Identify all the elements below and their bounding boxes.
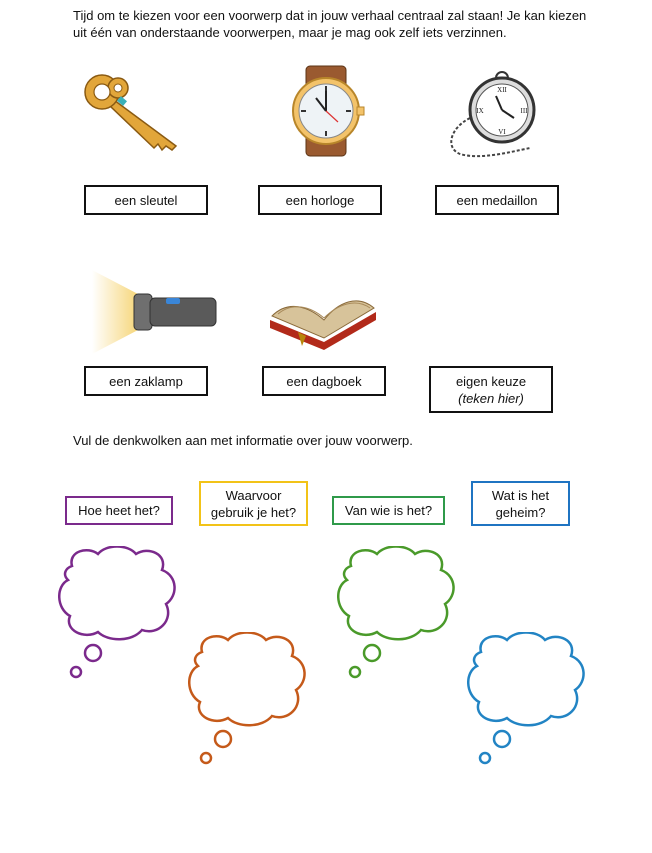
object-label-own-choice[interactable]: eigen keuze (teken hier) xyxy=(429,366,553,413)
question-box-purpose: Waarvoor gebruik je het? xyxy=(199,481,308,526)
flashlight-icon xyxy=(92,270,220,354)
svg-text:IX: IX xyxy=(476,107,484,115)
svg-text:VI: VI xyxy=(498,128,506,136)
wristwatch-icon xyxy=(286,64,366,158)
object-label-flashlight[interactable]: een zaklamp xyxy=(84,366,208,396)
question-box-owner: Van wie is het? xyxy=(332,496,445,525)
pocket-watch-icon xyxy=(440,68,550,160)
question-box-name: Hoe heet het? xyxy=(65,496,173,525)
svg-text:XII: XII xyxy=(497,86,507,94)
object-label-diary[interactable]: een dagboek xyxy=(262,366,386,396)
intro-text: Tijd om te kiezen voor een voorwerp dat in jouw verhaal centraal zal staan! Je kan kiezen uit één van onderstaande voorwerpen, maar je mag ook zelf iets verzinnen. xyxy=(73,8,587,40)
book-icon xyxy=(268,280,378,350)
thought-cloud-orange[interactable] xyxy=(188,632,310,767)
object-label-locket[interactable]: een medaillon xyxy=(435,185,559,215)
svg-text:III: III xyxy=(520,107,528,115)
thought-cloud-green[interactable] xyxy=(337,546,459,681)
thought-cloud-purple[interactable] xyxy=(58,546,180,681)
key-icon xyxy=(80,70,192,156)
object-label-wristwatch[interactable]: een horloge xyxy=(258,185,382,215)
object-label-key[interactable]: een sleutel xyxy=(84,185,208,215)
instruction-text: Vul de denkwolken aan met informatie over jouw voorwerp. xyxy=(73,433,413,448)
thought-cloud-blue[interactable] xyxy=(467,632,589,767)
question-box-secret: Wat is het geheim? xyxy=(471,481,570,526)
